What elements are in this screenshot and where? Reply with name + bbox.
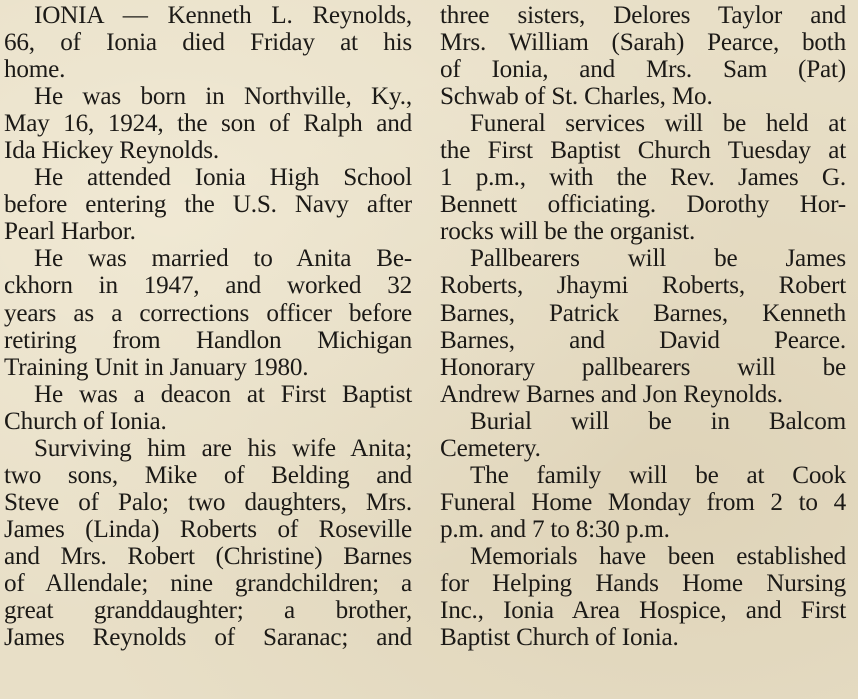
text-line: before entering the U.S. Navy after [4,191,412,219]
text-line: retiring from Handlon Michigan [4,326,412,354]
text-line: of Allendale; nine grandchildren; a [4,569,412,597]
text-line: rocks will be the organist. [440,218,696,246]
text-line: three sisters, Delores Taylor and [440,2,846,29]
text-line: Bennett officiating. Dorothy Hor- [440,191,846,219]
text-line: 66, of Ionia died Friday at his [4,29,412,57]
text-line: Honorary pallbearers will be [440,353,846,381]
text-line: Pearl Harbor. [4,218,136,246]
text-line: Barnes, and David Pearce. [440,326,846,354]
text-line: Mrs. William (Sarah) Pearce, both [440,29,846,57]
text-line: Pallbearers will be James [470,245,846,273]
text-line: Funeral services will be held at [470,110,846,138]
text-line: two sons, Mike of Belding and [4,461,412,489]
text-line: May 16, 1924, the son of Ralph and [4,110,412,138]
text-line: He was married to Anita Be- [34,245,412,273]
text-line: Memorials have been established [470,542,846,570]
obituary-right-column [440,2,846,651]
text-line: p.m. and 7 to 8:30 p.m. [440,515,670,543]
text-line: ckhorn in 1947, and worked 32 [4,272,412,300]
text-line: 1 p.m., with the Rev. James G. [440,164,846,192]
text-line: Steve of Palo; two daughters, Mrs. [4,488,412,516]
text-line: the First Baptist Church Tuesday at [440,137,846,165]
text-line: Baptist Church of Ionia. [440,624,679,652]
text-line: Ida Hickey Reynolds. [4,137,219,165]
text-line: Schwab of St. Charles, Mo. [440,83,713,111]
text-line: James (Linda) Roberts of Roseville [4,515,412,543]
text-line: Barnes, Patrick Barnes, Kenneth [440,299,846,327]
text-line: Andrew Barnes and Jon Reynolds. [440,380,783,408]
text-line: He was a deacon at First Baptist [34,380,412,408]
text-line: James Reynolds of Saranac; and [4,624,412,652]
text-line: The family will be at Cook [470,461,846,489]
text-line: Training Unit in January 1980. [4,353,309,381]
text-line: He was born in Northville, Ky., [34,83,412,111]
text-line: for Helping Hands Home Nursing [440,569,846,597]
text-line: Inc., Ionia Area Hospice, and First [440,597,846,625]
text-line: Church of Ionia. [4,407,167,435]
text-line: home. [4,56,66,84]
text-line: great granddaughter; a brother, [4,597,412,625]
text-line: Surviving him are his wife Anita; [34,434,412,462]
obituary-left-column [4,2,412,651]
text-line: Funeral Home Monday from 2 to 4 [440,488,846,516]
text-line: IONIA — Kenneth L. Reynolds, [34,2,412,29]
text-line: Cemetery. [440,434,541,462]
text-line: Burial will be in Balcom [470,407,846,435]
text-line: and Mrs. Robert (Christine) Barnes [4,542,412,570]
text-line: He attended Ionia High School [34,164,412,192]
text-line: years as a corrections officer before [4,299,412,327]
text-line: of Ionia, and Mrs. Sam (Pat) [440,56,846,84]
text-line: Roberts, Jhaymi Roberts, Robert [440,272,846,300]
